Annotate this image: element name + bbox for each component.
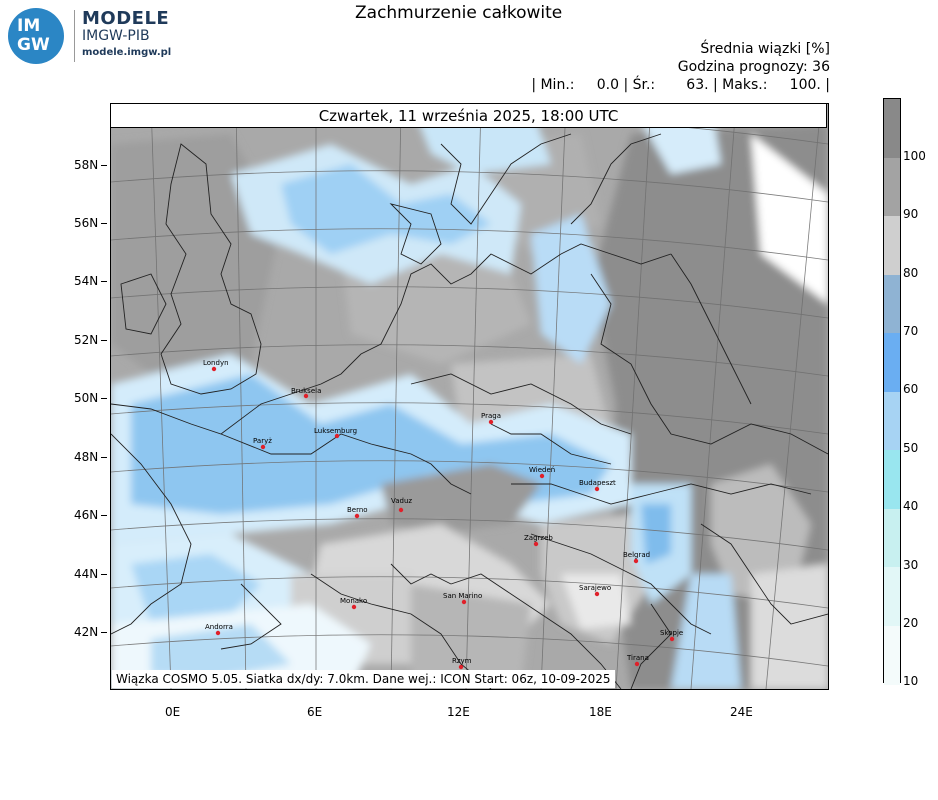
colorbar-label-60: 60 xyxy=(903,382,919,396)
colorbar-label-70: 70 xyxy=(903,324,919,338)
svg-text:Bruksela: Bruksela xyxy=(291,387,322,395)
lat-label-50n: 50N xyxy=(74,391,99,405)
imgw-badge xyxy=(8,8,64,64)
lon-label-0e: 0E xyxy=(165,705,181,719)
page-title: Zachmurzenie całkowite xyxy=(355,3,563,23)
valid-time-banner: Czwartek, 11 września 2025, 18:00 UTC xyxy=(110,103,827,128)
colorbar xyxy=(883,98,901,683)
badge-top-text: IM xyxy=(17,16,41,36)
colorbar-label-50: 50 xyxy=(903,441,919,455)
lat-label-54n: 54N xyxy=(74,274,99,288)
colorbar-segment xyxy=(884,333,900,392)
badge-bottom-text: GW xyxy=(17,35,50,55)
lon-label-24e: 24E xyxy=(730,705,753,719)
logo-org: IMGW-PIB xyxy=(82,28,150,44)
svg-text:Berno: Berno xyxy=(347,506,368,514)
lon-label-12e: 12E xyxy=(447,705,470,719)
svg-text:Londyn: Londyn xyxy=(203,359,229,367)
lat-label-48n: 48N xyxy=(74,450,99,464)
colorbar-segment xyxy=(884,275,900,334)
lat-label-56n: 56N xyxy=(74,216,99,230)
colorbar-label-10: 10 xyxy=(903,674,919,688)
svg-text:Monako: Monako xyxy=(340,597,368,605)
colorbar-label-90: 90 xyxy=(903,207,919,221)
lat-label-58n: 58N xyxy=(74,158,99,172)
cloud-cover-map[interactable] xyxy=(110,103,829,690)
svg-text:Rzym: Rzym xyxy=(452,657,472,665)
colorbar-label-20: 20 xyxy=(903,616,919,630)
svg-text:Tirana: Tirana xyxy=(627,654,649,662)
colorbar-segment xyxy=(884,99,900,158)
lat-label-42n: 42N xyxy=(74,625,99,639)
colorbar-label-30: 30 xyxy=(903,558,919,572)
logo-url[interactable]: modele.imgw.pl xyxy=(82,47,172,58)
logo-name: MODELE xyxy=(82,8,170,29)
lon-label-18e: 18E xyxy=(589,705,612,719)
colorbar-label-40: 40 xyxy=(903,499,919,513)
colorbar-label-80: 80 xyxy=(903,266,919,280)
svg-text:Praga: Praga xyxy=(481,412,501,420)
svg-text:Skopje: Skopje xyxy=(660,629,684,637)
svg-text:Wiedeń: Wiedeń xyxy=(529,466,556,474)
colorbar-segment xyxy=(884,158,900,217)
svg-text:San Marino: San Marino xyxy=(443,592,483,600)
svg-text:Andorra: Andorra xyxy=(205,623,233,631)
svg-text:Zagrzeb: Zagrzeb xyxy=(524,534,553,542)
svg-text:Sarajewo: Sarajewo xyxy=(579,584,612,592)
cloud-cover-field xyxy=(111,104,828,689)
logo-divider xyxy=(74,10,75,62)
colorbar-segment xyxy=(884,216,900,275)
map-canvas xyxy=(111,104,828,689)
colorbar-segment xyxy=(884,509,900,568)
colorbar-label-100: 100 xyxy=(903,149,926,163)
svg-text:Belgrad: Belgrad xyxy=(623,551,651,559)
svg-text:Paryż: Paryż xyxy=(253,437,272,445)
lat-label-44n: 44N xyxy=(74,567,99,581)
colorbar-segment xyxy=(884,392,900,451)
forecast-hour: Godzina prognozy: 36 xyxy=(677,59,830,75)
colorbar-segment xyxy=(884,567,900,626)
lon-label-6e: 6E xyxy=(307,705,323,719)
svg-text:Budapeszt: Budapeszt xyxy=(579,479,616,487)
model-info-footer: Wiązka COSMO 5.05. Siatka dx/dy: 7.0km. Dane wej.: ICON Start: 06z, 10-09-2025 xyxy=(112,670,615,688)
field-description: Średnia wiązki [%] xyxy=(700,41,830,57)
svg-text:Vaduz: Vaduz xyxy=(391,497,413,505)
imgw-logo[interactable] xyxy=(8,6,172,62)
lat-label-46n: 46N xyxy=(74,508,99,522)
statistics-line: | Min.: 0.0 | Śr.: 63. | Maks.: 100. | xyxy=(531,77,830,93)
colorbar-segment xyxy=(884,450,900,509)
colorbar-segment xyxy=(884,626,900,685)
lat-label-52n: 52N xyxy=(74,333,99,347)
svg-text:Luksemburg: Luksemburg xyxy=(314,427,358,435)
